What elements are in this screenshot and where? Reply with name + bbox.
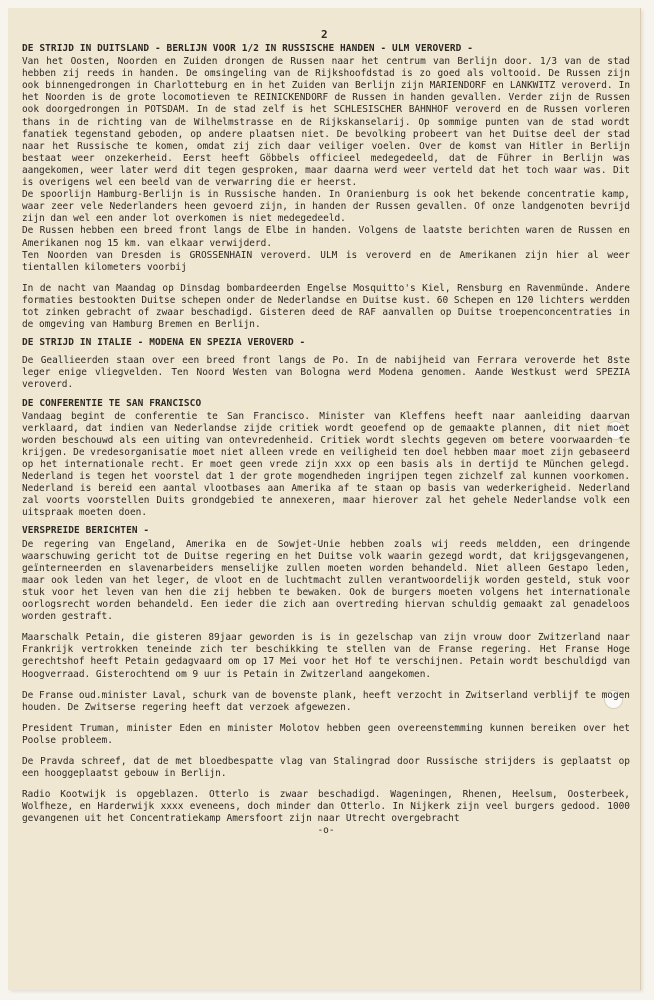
- paragraph: In de nacht van Maandag op Dinsdag bombardeerden Engelse Mosquitto's Kiel, Rensburg en Ravenmünde. Andere formaties bestookten Duitse schepen onder de Nederlandse en Duitse kust. 60 Schepen en 120 lichters werdden tot zinken gebracht of zwaar beschadigd. Gisteren deed de RAF aanvallen op Duitse troepenconcentraties in de omgeving van Hamburg Bremen en Berlijn.: [22, 282, 630, 331]
- paragraph: Van het Oosten, Noorden en Zuiden drongen de Russen naar het centrum van Berlijn door. 1/3 van de stad hebben zij reeds in handen. De omsingeling van de Rijkshoofdstad is zo goed als voltooid. De Russen zijn ook binnengedrongen in Charlotteburg en in het Zuiden van Berlijn zijn MARIENDORF en LANKWITZ veroverd. In het Noorden is de grote locomotieven te REINICKENDORF de Russen in handen gevallen. Verder zijn de Russen ook doorgedrongen in POTSDAM. In de stad zelf is het SCHLESISCHER BAHNHOF veroverd en de Russen vorleren thans in de richting van de Wilhelmstrasse en de Rijkskanselarij. Op sommige punten van de stad wordt fanatiek tegenstand geboden, op andere plaatsen niet. De bevolking probeert van het Duitse deel der stad naar het Russische te komen, omdat zij zich daar veiliger voelen. Over de komst van Hitler in Berlijn bestaat weer onzekerheid. Eerst heeft Göbbels officieel medegedeeld, dat de Führer in Berlijn was aangekomen, weer later werd dit tegen gesproken, maar daarna werd weer verteld dat het toch waar was. Dit is overigens wel een beeld van de verwarring die er heerst.: [22, 56, 630, 189]
- section-heading: VERSPREIDE BERICHTEN -: [22, 525, 150, 537]
- closing-mark: -o-: [317, 825, 335, 837]
- section-italy: [22, 337, 630, 391]
- page-number: 2: [321, 28, 328, 41]
- section-heading: DE STRIJD IN DUITSLAND - BERLIJN VOOR 1/2 IN RUSSISCHE HANDEN - ULM VEROVERD -: [22, 43, 473, 54]
- paragraph: Maarschalk Petain, die gisteren 89jaar geworden is is in gezelschap van zijn vrouw door Zwitzerland naar Frankrijk vertrokken teneinde zich ter beschikking te stellen van de Franse regering. Het Franse Hoge gerechtshof heeft Petain gedagvaard om op 17 Mei voor het Hof te verschijnen. Petain wordt beschuldigd van Hoogverraad. Gisterochtend om 9 uur is Petain in Zwitzerland aangekomen.: [22, 632, 630, 680]
- section-heading: DE CONFERENTIE TE SAN FRANCISCO: [22, 397, 202, 409]
- paragraph: President Truman, minister Eden en minister Molotov hebben geen overeenstemming kunnen bereiken over het Poolse probleem.: [22, 722, 630, 746]
- paragraph: De regering van Engeland, Amerika en de Sowjet-Unie hebben zoals wij reeds meldden, een dringende waarschuwing gericht tot de Duitse regering en het Duitse volk waarin gezegd wordt, dat krijgsgevangenen, geïnterneerden en slavenarbeiders menselijke zullen moeten worden behandeld. Niet alleen Gestapo leden, maar ook leden van het leger, de vloot en de luchtmacht zullen verantwoordelijk worden gesteld, stuk voor stuk voor het leven van hen die zij hebben te bewaken. Ook de burgers moeten volgens het internationale oorlogsrecht worden behandeld. Een ieder die zich aan overtreding hiervan schuldig gemaakt zal genadeloos worden gestraft.: [22, 538, 630, 623]
- document-body: [22, 43, 630, 838]
- section-conference: [22, 398, 630, 520]
- paragraph: Vandaag begint de conferentie te San Francisco. Minister van Kleffens heeft naar aanleiding daarvan verklaard, dat indien van Nederlandse zijde critiek wordt geoefend op de gemaakte plannen, dit niet moet worden beschouwd als een uiting van ontevredenheid. Critiek wordt slechts gegeven om betere voorwaarden te krijgen. De vredesorganisatie moet niet alleen vrede en veiligheid ten doel hebben maar moet zijn gebaseerd op het internationale recht. Er moet geen vrede zijn xxx op een basis als in dertijd te München gelegd. Nederland is tegen het voorstel dat 1 der grote mogendheden ingrijpen tegen zichzelf zal kunnen voorkomen. Nederland is bereid een aantal vlootbases aan Amerika af te staan op basis van wederkerigheid. Nederland zal voorts voorstellen Duits grondgebied te annexeren, maar hierover zal het gehele Nederlandse volk een uitspraak moeten doen.: [22, 410, 630, 519]
- document-page: [8, 8, 641, 990]
- section-germany: [22, 43, 630, 331]
- paragraph: De spoorlijn Hamburg-Berlijn is in Russische handen. In Oranienburg is ook het bekende concentratie kamp, waar zeer vele Nederlanders heen gevoerd zijn, in handen der Russen gevallen. Of onze landgenoten bevrijd zijn dan wel een ander lot overkomen is niet medegedeeld.: [22, 189, 630, 225]
- paragraph: Ten Noorden van Dresden is GROSSENHAIN veroverd. ULM is veroverd en de Amerikanen zijn hier al weer tientallen kilometers voorbij: [22, 249, 630, 273]
- paragraph: De Russen hebben een breed front langs de Elbe in handen. Volgens de laatste berichten waren de Russen en Amerikanen nog 15 km. van elkaar verwijderd.: [22, 225, 630, 249]
- paragraph: De Pravda schreef, dat de met bloedbespatte vlag van Stalingrad door Russische strijders is geplaatst op een hooggeplaatst gebouw in Berlijn.: [22, 755, 630, 780]
- paragraph: De Geallieerden staan over een breed front langs de Po. In de nabijheid van Ferrara veroverde het 8ste leger enige vliegvelden. Ten Noord Westen van Bologna werd Modena genomen. Aande Westkust werd SPEZIA veroverd.: [22, 355, 630, 391]
- section-heading: DE STRIJD IN ITALIE - MODENA EN SPEZIA VEROVERD -: [22, 337, 306, 349]
- paragraph: De Franse oud.minister Laval, schurk van de bovenste plank, heeft verzocht in Zwitserland verblijf te mogen houden. De Zwitserse regering heeft dat verzoek afgewezen.: [22, 689, 630, 713]
- paragraph: Radio Kootwijk is opgeblazen. Otterlo is zwaar beschadigd. Wageningen, Rhenen, Heelsum, Oosterbeek, Wolfheze, en Harderwijk xxxx eveneens, doch minder dan Otterlo. In Nijkerk zijn veel burgers gedood. 1000 gevangenen uit het Concentratiekamp Amersfoort zijn naar Utrecht overgebracht: [22, 789, 630, 825]
- section-various-news: [22, 525, 630, 837]
